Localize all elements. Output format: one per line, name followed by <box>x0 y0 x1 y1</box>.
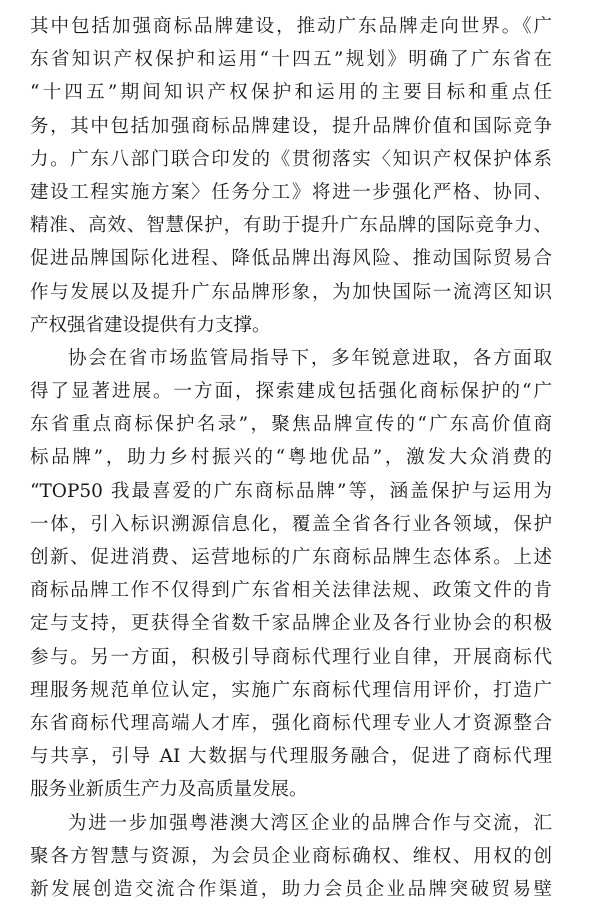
text-line: 建设工程实施方案〉任务分工》将进一步强化严格、协同、 <box>30 181 552 203</box>
text-line: 创新、促进消费、运营地标的广东商标品牌生态体系。上述 <box>30 547 552 568</box>
text-line: 东省知识产权保护和运用“十四五”规划》明确了广东省在 <box>30 49 552 71</box>
text-line: 定与支持，更获得全省数千家品牌企业及各行业协会的积极 <box>30 613 552 635</box>
text-line: 产权强省建设提供有力支撑。 <box>30 314 271 336</box>
text-line: 东省重点商标保护名录”，聚焦品牌宣传的“广东高价值商 <box>30 414 552 436</box>
text-line: 与共享，引导 AI 大数据与代理服务融合，促进了商标代理 <box>30 746 552 768</box>
text-line: 东省商标代理高端人才库，强化商标代理专业人才资源整合 <box>30 712 552 734</box>
text-line: 促进品牌国际化进程、降低品牌出海风险、推动国际贸易合 <box>30 248 552 270</box>
text-line: 其中包括加强商标品牌建设，推动广东品牌走向世界。《广 <box>30 16 552 37</box>
text-line: 作与发展以及提升广东品牌形象，为加快国际一流湾区知识 <box>30 281 552 303</box>
text-line: 务，其中包括加强商标品牌建设，提升品牌价值和国际竞争 <box>30 115 552 137</box>
paragraph-first-line: 为进一步加强粤港澳大湾区企业的品牌合作与交流，汇 <box>68 812 552 834</box>
text-line: 一体，引入标识溯源信息化，覆盖全省各行业各领域，保护 <box>30 513 552 535</box>
text-line: 精准、高效、智慧保护，有助于提升广东品牌的国际竞争力、 <box>30 215 552 237</box>
paragraph-first-line: 协会在省市场监管局指导下，多年锐意进取，各方面取 <box>68 347 552 369</box>
text-line: “十四五”期间知识产权保护和运用的主要目标和重点任 <box>30 82 552 104</box>
text-line: 聚各方智慧与资源，为会员企业商标确权、维权、用权的创 <box>30 845 552 867</box>
text-line: 新发展创造交流合作渠道，助力会员企业品牌突破贸易壁 <box>30 878 552 900</box>
document-body <box>30 10 552 906</box>
text-line: 理服务规范单位认定，实施广东商标代理信用评价，打造广 <box>30 679 552 701</box>
text-line: 标品牌”，助力乡村振兴的“粤地优品”，激发大众消费的 <box>30 447 552 469</box>
text-line: “TOP50 我最喜爱的广东商标品牌”等，涵盖保护与运用为 <box>30 480 552 502</box>
text-line: 力。广东八部门联合印发的《贯彻落实〈知识产权保护体系 <box>30 148 552 170</box>
text-line: 得了显著进展。一方面，探索建成包括强化商标保护的“广 <box>30 381 552 403</box>
text-line: 商标品牌工作不仅得到广东省相关法律法规、政策文件的肯 <box>30 580 552 602</box>
text-line: 参与。另一方面，积极引导商标代理行业自律，开展商标代 <box>30 646 552 668</box>
text-line: 服务业新质生产力及高质量发展。 <box>30 779 308 801</box>
